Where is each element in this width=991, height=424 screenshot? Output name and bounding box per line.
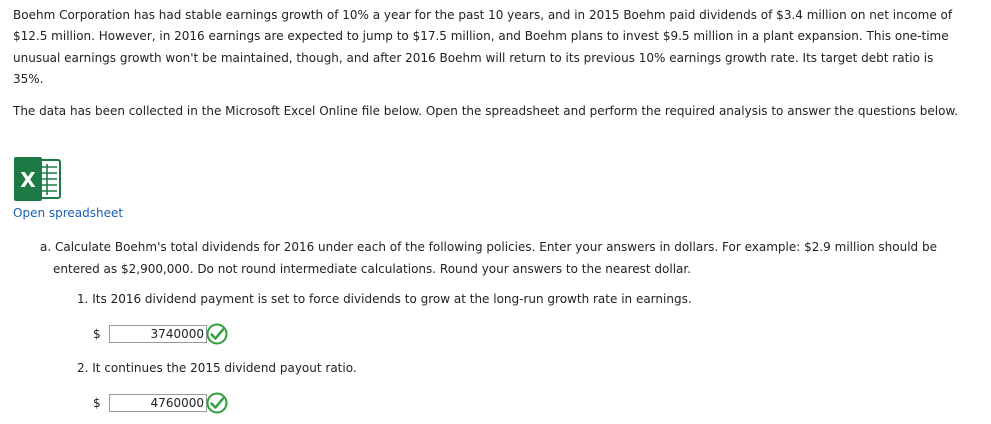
open-spreadsheet-link[interactable]: Open spreadsheet	[13, 206, 124, 220]
part-1-answer-input[interactable]	[109, 325, 207, 343]
check-icon	[206, 392, 228, 414]
part-2-answer-input[interactable]	[109, 394, 207, 412]
currency-label: $	[93, 396, 101, 410]
excel-icon-letter: X	[20, 168, 36, 192]
part-1-text: 1. Its 2016 dividend payment is set to force dividends to grow at the long-run growth rate in earnings.	[77, 292, 692, 306]
intro-paragraph-1: Boehm Corporation has had stable earnings growth of 10% a year for the past 10 years, and in 2015 Boehm paid dividends of $3.4 million on net income of $12.5 million. However, in 2016 earnings are expected to jump to $17.5 million, and Boehm plans to invest $9.5 million in a plant expansion. This one-time unusual earnings growth won't be maintained, though, and after 2016 Boehm will return to its previous 10% earnings growth rate. Its target debt ratio is 35%.	[13, 8, 953, 86]
intro-paragraph-2: The data has been collected in the Microsoft Excel Online file below. Open the spreadsheet and perform the required analysis to answer the questions below.	[13, 104, 958, 118]
part-2-text: 2. It continues the 2015 dividend payout ratio.	[77, 361, 357, 375]
question-a-line-2: entered as $2,900,000. Do not round intermediate calculations. Round your answers to the nearest dollar.	[53, 262, 692, 276]
currency-label: $	[93, 327, 101, 341]
question-a-line-1: a. Calculate Boehm's total dividends for 2016 under each of the following policies. Enter your answers in dollars. For example: $2.9 million should be	[40, 240, 937, 254]
question-a	[40, 236, 960, 280]
excel-icon[interactable]	[14, 157, 62, 201]
check-icon	[206, 323, 228, 345]
